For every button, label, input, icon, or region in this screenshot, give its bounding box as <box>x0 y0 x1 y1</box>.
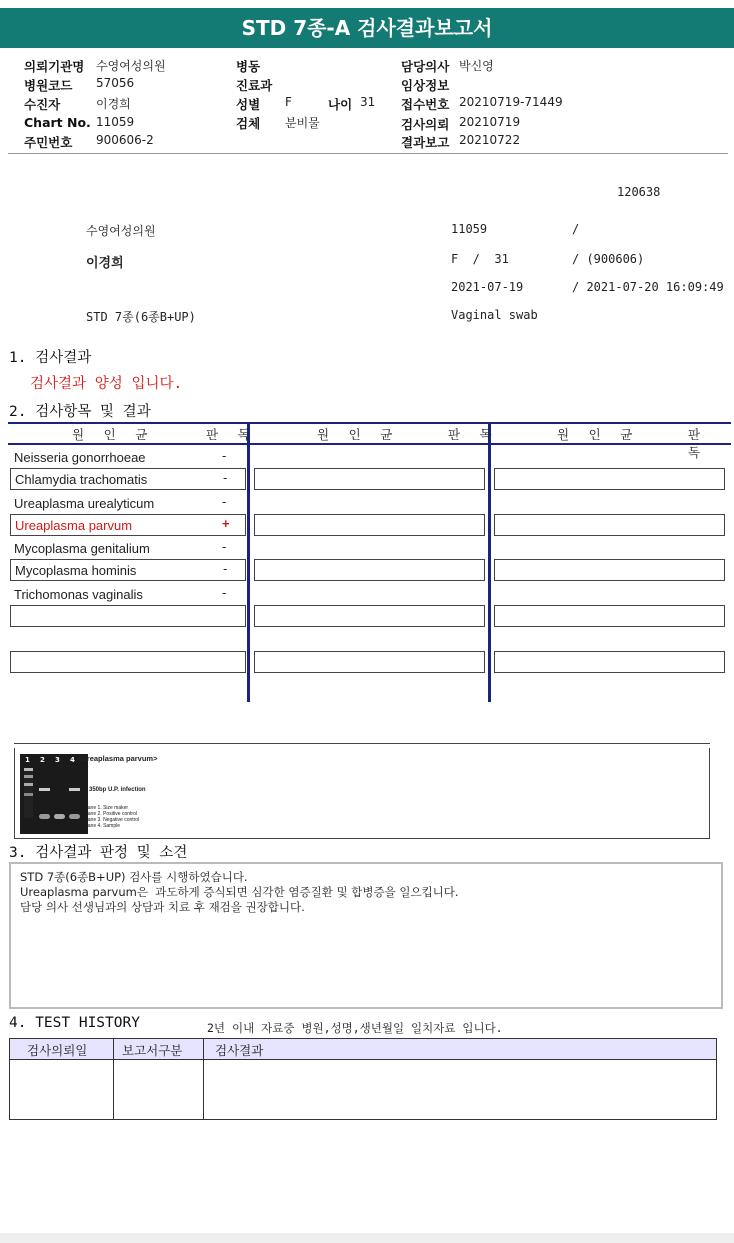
pathogen-result: - <box>223 470 228 485</box>
pathogen-result: - <box>222 539 227 554</box>
value-doctor: 박신영 <box>459 59 494 73</box>
label-doctor: 담당의사 <box>401 59 450 74</box>
table-header-rule <box>8 443 731 445</box>
value-request-date: 20210719 <box>459 115 521 129</box>
history-col-result: 검사결과 <box>215 1043 264 1058</box>
value-chart-no: 11059 <box>96 115 135 129</box>
history-col-request-date: 검사의뢰일 <box>27 1043 88 1058</box>
lane-number: 2 <box>40 756 45 764</box>
history-header-row <box>10 1039 716 1060</box>
section3-title: 3. 검사결과 판정 및 소견 <box>9 845 188 861</box>
table-row-empty <box>494 514 725 536</box>
history-col-report-type: 보고서구분 <box>122 1043 183 1058</box>
label-sex: 성별 <box>236 97 261 112</box>
pathogen-result: - <box>222 448 227 463</box>
info-patient: 이경희 <box>86 256 124 271</box>
table-row <box>10 514 246 536</box>
gel-legend-item: Lane 4. Sample <box>85 823 121 829</box>
pathogen-result: - <box>222 494 227 509</box>
label-hospital-code: 병원코드 <box>24 78 73 93</box>
comment-line: STD 7종(6종B+UP) 검사를 시행하였습니다. <box>20 870 248 884</box>
col-header-judge-3: 판 독 <box>688 427 707 460</box>
col-header-judge-1: 판 독 <box>206 427 256 442</box>
label-institution: 의뢰기관명 <box>24 59 85 74</box>
pathogen-name: Mycoplasma genitalium <box>14 541 150 556</box>
gel-legend-item: Lane 1. Size maker <box>85 805 129 811</box>
comment-line: Ureaplasma parvum은 과도하게 증식되면 심각한 염증질환 및 합병증을 일으킵니다. <box>20 885 459 899</box>
gel-band <box>39 788 50 791</box>
label-request-date: 검사의뢰 <box>401 117 450 132</box>
report-code: 120638 <box>617 185 661 199</box>
info-chart: 11059 <box>451 222 488 236</box>
col-header-judge-2: 판 독 <box>448 427 498 442</box>
info-birth: / (900606) <box>572 252 645 266</box>
pathogen-name: Neisseria gonorrhoeae <box>14 450 146 465</box>
section4-title: 4. TEST HISTORY <box>9 1015 140 1031</box>
pathogen-name: Ureaplasma urealyticum <box>14 496 155 511</box>
value-patient: 이경희 <box>96 97 131 111</box>
lane-number: 1 <box>25 756 30 764</box>
table-row-empty <box>254 514 485 536</box>
column-divider-1 <box>247 422 250 702</box>
section1-result: 검사결과 양성 입니다. <box>30 376 183 392</box>
table-row-empty <box>494 559 725 581</box>
value-receipt-no: 20210719-71449 <box>459 95 563 109</box>
lane-number: 4 <box>70 756 75 764</box>
label-resident-no: 주민번호 <box>24 135 73 150</box>
comment-box <box>9 862 723 1009</box>
report-title: STD 7종-A 검사결과보고서 <box>0 8 734 48</box>
history-col-divider <box>203 1039 204 1119</box>
label-department: 진료과 <box>236 78 273 93</box>
value-resident-no: 900606-2 <box>96 133 154 147</box>
value-specimen: 분비물 <box>285 116 320 130</box>
gel-top-rule <box>14 743 710 744</box>
value-institution: 수영여성의원 <box>96 59 166 73</box>
pathogen-result-positive: + <box>222 516 230 531</box>
info-sex-age: F / 31 <box>451 252 509 266</box>
label-receipt-no: 접수번호 <box>401 97 450 112</box>
table-row-empty <box>254 651 485 673</box>
info-report-datetime: / 2021-07-20 16:09:49 <box>572 280 724 294</box>
pathogen-name: Chlamydia trachomatis <box>15 472 148 487</box>
label-chart-no: Chart No. <box>24 115 91 130</box>
label-report-date: 결과보고 <box>401 135 450 150</box>
history-note: 2년 이내 자료중 병원,성명,생년월일 일치자료 입니다. <box>207 1021 503 1035</box>
lane-number: 3 <box>55 756 60 764</box>
label-patient: 수진자 <box>24 97 61 112</box>
section2-title: 2. 검사항목 및 결과 <box>9 404 151 420</box>
table-row-empty <box>10 651 246 673</box>
label-ward: 병동 <box>236 59 261 74</box>
value-report-date: 20210722 <box>459 133 521 147</box>
col-header-pathogen-2: 원 인 균 <box>317 427 399 442</box>
value-hospital-code: 57056 <box>96 76 135 90</box>
label-clinical-info: 임상정보 <box>401 78 450 93</box>
info-specimen: Vaginal swab <box>451 308 538 322</box>
col-header-pathogen-1: 원 인 균 <box>72 427 154 442</box>
history-col-divider <box>113 1039 114 1119</box>
column-divider-2 <box>488 422 491 702</box>
table-row <box>10 559 246 581</box>
label-specimen: 검체 <box>236 116 261 131</box>
info-slash: / <box>572 222 580 236</box>
table-row-empty <box>494 468 725 490</box>
table-row-empty <box>254 468 485 490</box>
gel-title: <Ureaplasma parvum> <box>77 754 158 763</box>
gel-band <box>54 814 65 819</box>
col-header-pathogen-3: 원 인 균 <box>557 427 639 442</box>
info-request-date: 2021-07-19 <box>451 280 524 294</box>
table-top-rule <box>8 422 731 424</box>
gel-legend-item: Lane 3. Negative control <box>85 817 140 823</box>
pathogen-name: Mycoplasma hominis <box>15 563 137 578</box>
gel-band <box>39 814 50 819</box>
history-table <box>9 1038 717 1120</box>
table-row <box>10 468 246 490</box>
page-footer-band <box>0 1233 734 1243</box>
table-row-empty <box>254 605 485 627</box>
table-row-empty <box>254 559 485 581</box>
pathogen-name: Trichomonas vaginalis <box>14 587 143 602</box>
gel-band <box>69 814 80 819</box>
gel-band <box>69 788 80 791</box>
section1-title: 1. 검사결과 <box>9 350 92 366</box>
pathogen-result: - <box>222 585 227 600</box>
gel-image-frame <box>14 748 710 839</box>
gel-band-label: 350bp U.P. infection <box>89 787 146 793</box>
value-sex: F <box>285 95 292 109</box>
pathogen-result: - <box>223 561 228 576</box>
size-marker-ladder <box>24 768 33 818</box>
table-row-empty <box>494 605 725 627</box>
value-age: 31 <box>360 95 376 109</box>
header-divider <box>8 153 728 154</box>
table-row-empty <box>10 605 246 627</box>
table-row-empty <box>494 651 725 673</box>
info-test-name: STD 7종(6종B+UP) <box>86 310 196 324</box>
info-hospital: 수영여성의원 <box>86 224 156 238</box>
gel-electrophoresis-image <box>20 754 88 834</box>
pathogen-name-positive: Ureaplasma parvum <box>15 518 133 533</box>
comment-line: 담당 의사 선생님과의 상담과 치료 후 재검을 권장합니다. <box>20 900 305 914</box>
label-age: 나이 <box>328 97 353 112</box>
gel-legend-item: Lane 2. Positive control <box>85 811 137 817</box>
